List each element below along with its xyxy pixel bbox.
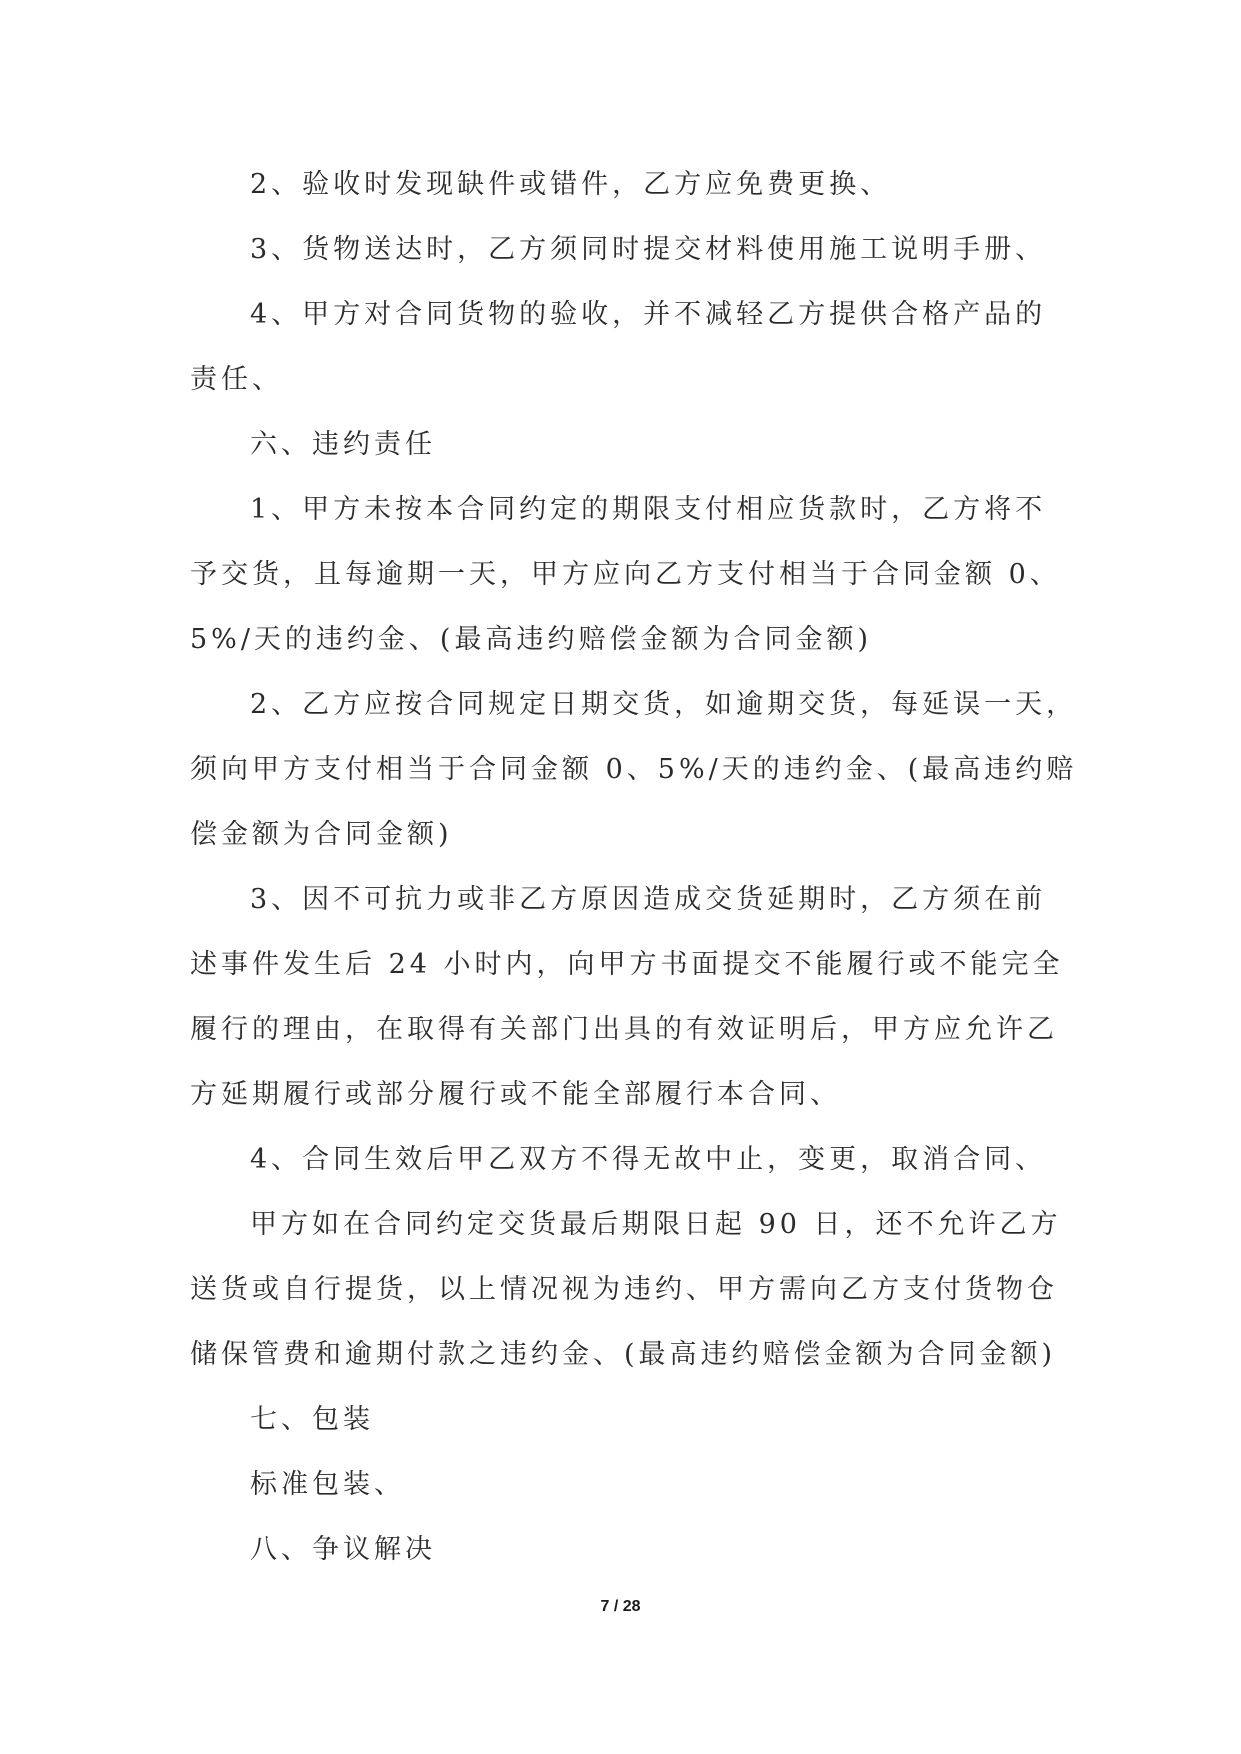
text-line: 责任、 xyxy=(190,364,283,395)
section-heading: 八、争议解决 xyxy=(250,1534,436,1565)
text-line: 储保管费和逾期付款之违约金、(最高违约赔偿金额为合同金额) xyxy=(190,1339,1057,1370)
section-heading: 七、包装 xyxy=(250,1404,374,1435)
page-number: 7 / 28 xyxy=(600,1598,641,1615)
text-line: 予交货，且每逾期一天，甲方应向乙方支付相当于合同金额 0、 xyxy=(190,559,1061,590)
text-line: 偿金额为合同金额) xyxy=(190,819,453,850)
text-line: 3、因不可抗力或非乙方原因造成交货延期时，乙方须在前 xyxy=(250,884,1047,915)
text-line: 4、合同生效后甲乙双方不得无故中止，变更，取消合同、 xyxy=(250,1144,1047,1175)
text-line: 须向甲方支付相当于合同金额 0、5%/天的违约金、(最高违约赔 xyxy=(190,754,1078,785)
text-line: 4、甲方对合同货物的验收，并不减轻乙方提供合格产品的 xyxy=(250,299,1047,330)
text-line: 3、货物送达时，乙方须同时提交材料使用施工说明手册、 xyxy=(250,234,1047,265)
text-line: 甲方如在合同约定交货最后期限日起 90 日，还不允许乙方 xyxy=(250,1209,1062,1240)
text-line: 标准包装、 xyxy=(250,1469,405,1500)
body-text xyxy=(190,152,1078,1582)
text-line: 2、验收时发现缺件或错件，乙方应免费更换、 xyxy=(250,169,892,200)
section-heading: 六、违约责任 xyxy=(250,429,436,460)
text-line: 送货或自行提货，以上情况视为违约、甲方需向乙方支付货物仓 xyxy=(190,1274,1058,1305)
text-line: 方延期履行或部分履行或不能全部履行本合同、 xyxy=(190,1079,841,1110)
text-line: 2、乙方应按合同规定日期交货，如逾期交货，每延误一天， xyxy=(250,689,1078,720)
text-line: 5%/天的违约金、(最高违约赔偿金额为合同金额) xyxy=(190,624,872,655)
text-line: 履行的理由，在取得有关部门出具的有效证明后，甲方应允许乙 xyxy=(190,1014,1058,1045)
text-line: 1、甲方未按本合同约定的期限支付相应货款时，乙方将不 xyxy=(250,494,1047,525)
text-line: 述事件发生后 24 小时内，向甲方书面提交不能履行或不能完全 xyxy=(190,949,1064,980)
